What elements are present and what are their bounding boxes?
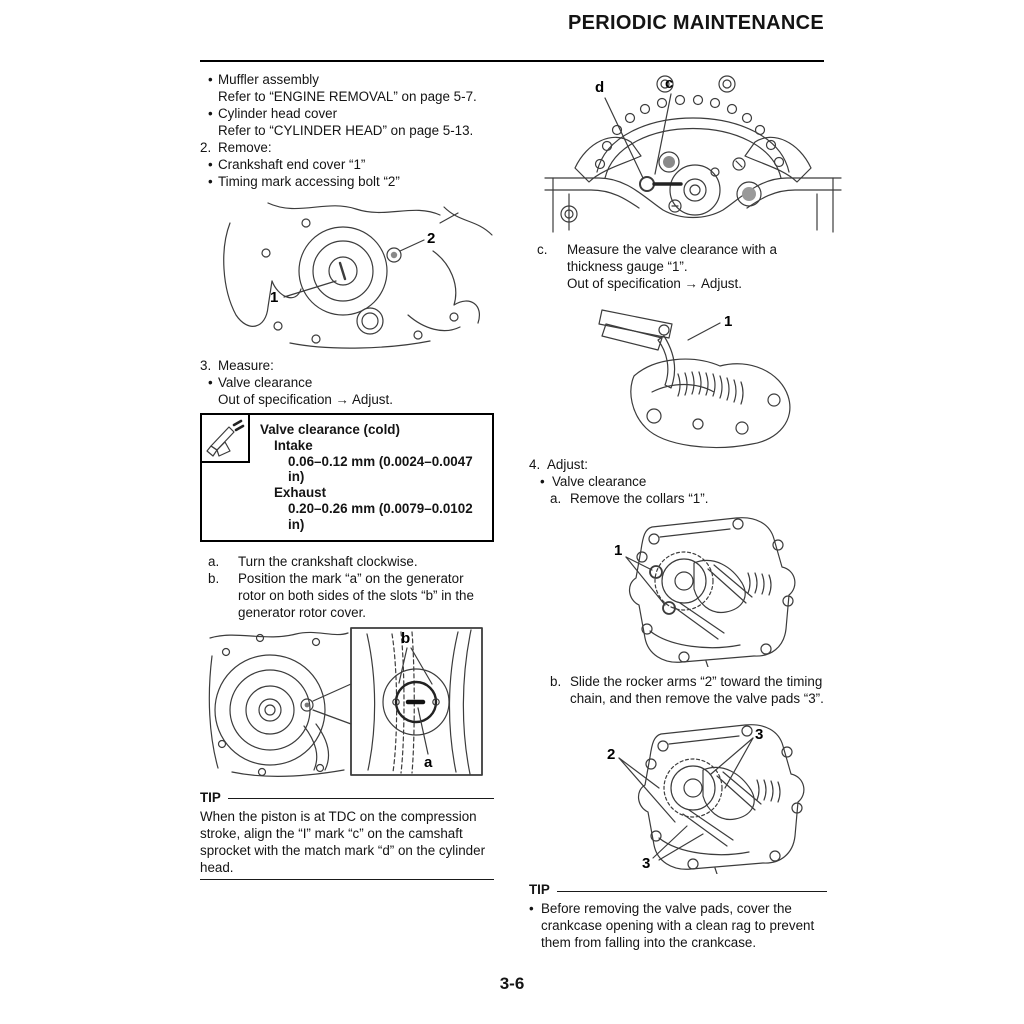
bullet-marker: • [540,474,545,489]
figure-rocker-arms-valve-pads [585,712,828,874]
bullet-marker: • [208,106,213,121]
step-number: 4. [529,457,541,472]
tip-label: TIP [200,789,221,805]
list-item [200,374,494,391]
substep-a [200,553,494,570]
list-item-text: Cylinder head cover [218,106,338,121]
bullet-marker: • [529,901,534,916]
substep-letter: c. [537,242,548,257]
reference-line: Refer to “ENGINE REMOVAL” on page 5-7. [218,89,477,104]
bullet-marker: • [208,72,213,87]
caliper-icon [200,413,250,463]
tip-heading [529,881,827,898]
figure-crankshaft-end-cover [208,193,498,353]
list-item-text: Timing mark accessing bolt “2” [218,174,400,189]
tip-text: When the piston is at TDC on the compression stroke, align the “I” mark “c” on the camshaft sprocket with the match mark “d” on the cylinder head. [200,808,486,875]
specification-box [200,413,494,542]
step-number: 2. [200,140,212,155]
list-item [200,71,494,88]
step-title: Adjust: [547,457,588,472]
callout-1: 1 [614,542,623,559]
list-item-text: Crankshaft end cover “1” [218,157,366,172]
substep-text: Measure the valve clearance with a thickness gauge “1”. [567,242,777,274]
rocker-arms-illustration [585,712,828,874]
substep-text: Remove the collars “1”. [570,491,709,506]
substep-a [529,490,827,507]
substep-letter: a. [550,491,562,506]
figure-generator-rotor-marks [204,626,494,782]
substep-text: Slide the rocker arms “2” toward the timing chain, and then remove the valve pads “3”. [570,674,824,706]
substep-letter: b. [550,674,562,689]
callout-1: 1 [270,289,279,306]
list-item-text: Valve clearance [552,474,647,489]
callout-3-bottom: 3 [642,855,651,872]
spec-intake-label: Intake [274,437,313,453]
spec-intake-value: 0.06–0.12 mm (0.0024–0.0047 in) [288,453,473,485]
tip-rule [228,798,494,799]
right-column [529,72,827,951]
callout-2: 2 [607,746,616,763]
result-line: Out of specification → Adjust. [218,392,393,407]
figure-collars [590,511,818,667]
callout-b: b [401,629,411,647]
tip-text: Before removing the valve pads, cover the crankcase opening with a clean rag to prevent them from falling into the crankcase. [541,901,815,950]
bullet-marker: • [208,157,213,172]
callout-3-top: 3 [755,726,764,743]
bullet-marker: • [208,375,213,390]
list-item [529,473,827,490]
list-item [200,173,494,190]
substep-b [529,673,827,707]
spec-title: Valve clearance (cold) [260,422,400,437]
substep-letter: a. [208,553,220,569]
header-rule [200,60,824,62]
tip-heading [200,789,494,806]
list-item [200,105,494,122]
list-item [200,156,494,173]
substep-c [529,241,827,275]
callout-2: 2 [427,230,436,247]
tip-end-rule [200,879,494,880]
reference-line: Refer to “CYLINDER HEAD” on page 5-13. [218,123,474,138]
bullet-marker: • [208,174,213,189]
tip-bullet-item [529,900,827,951]
substep-text: Turn the crankshaft clockwise. [238,553,418,569]
callout-a: a [424,753,433,771]
figure-camshaft-sprocket-marks [543,72,843,234]
thickness-gauge-illustration [592,296,814,451]
crankcase-illustration [208,193,498,353]
list-item-text: Valve clearance [218,375,313,390]
figure-thickness-gauge [592,296,814,451]
callout-d: d [595,79,605,96]
list-item-text: Muffler assembly [218,72,319,87]
substep-b [200,570,494,621]
spec-exhaust-value: 0.20–0.26 mm (0.0079–0.0102 in) [288,500,473,532]
result-line: Out of specification → Adjust. [567,276,742,291]
tip-rule [557,891,827,892]
left-column [200,71,494,880]
step-title: Measure: [218,358,274,373]
spec-exhaust-label: Exhaust [274,485,327,501]
step-2 [200,139,494,156]
tip-label: TIP [529,882,550,897]
step-3 [200,357,494,374]
substep-text: Position the mark “a” on the generator rotor on both sides of the slots “b” in the generator rotor cover. [238,570,474,620]
step-title: Remove: [218,140,272,155]
callout-1: 1 [724,313,733,330]
rotor-illustration [204,626,494,782]
collars-illustration [590,511,818,667]
substep-letter: b. [208,570,220,586]
sprocket-illustration [543,72,843,234]
page-number: 3-6 [499,974,525,993]
step-number: 3. [200,358,212,373]
step-4 [529,456,827,473]
callout-c: c [665,75,674,92]
page-title: PERIODIC MAINTENANCE [567,12,824,34]
